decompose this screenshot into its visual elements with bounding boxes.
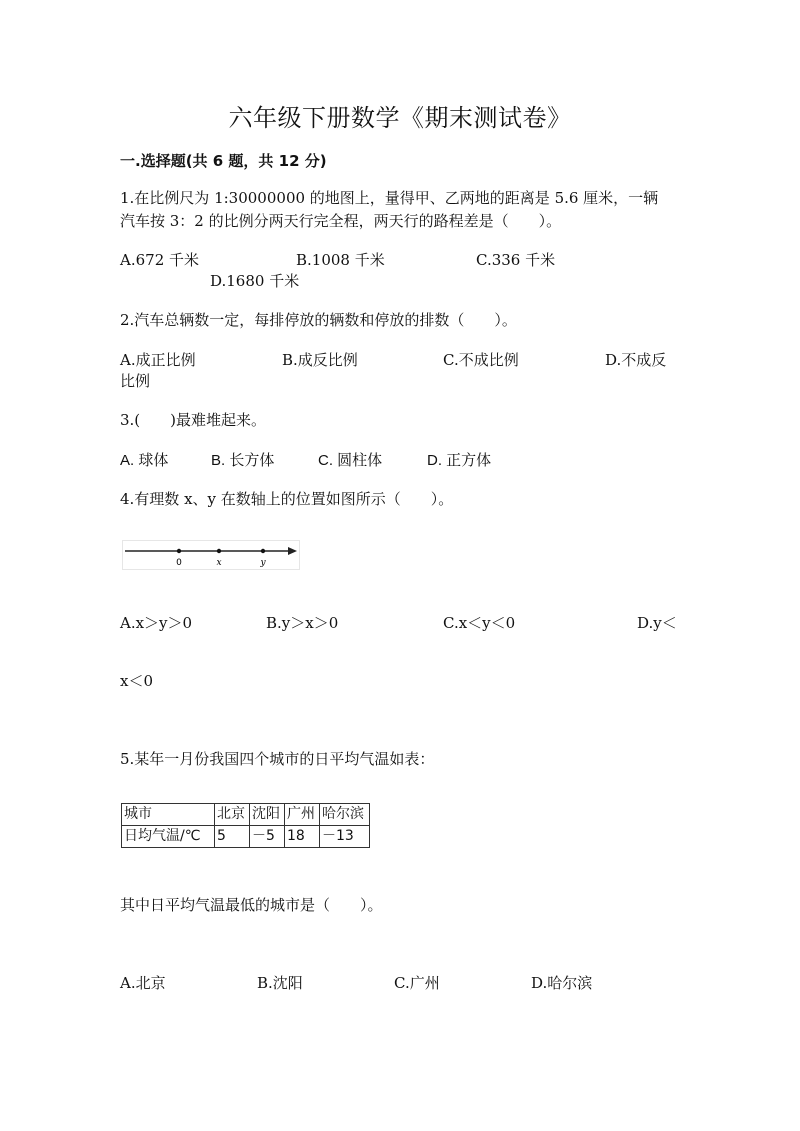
section-heading: 一.选择题(共 6 题，共 12 分) [120, 152, 327, 170]
q4-option-d-wrap: x＜0 [120, 672, 154, 690]
question-5-prompt: 其中日平均气温最低的城市是（ ）。 [120, 896, 383, 914]
number-line-svg [123, 541, 299, 569]
q4-option-d: D.y＜ [637, 614, 677, 632]
table-cell: 18 [285, 826, 320, 848]
page-title: 六年级下册数学《期末测试卷》 [228, 104, 572, 132]
q4-option-c: C.x＜y＜0 [443, 614, 516, 632]
q3-option-b: B. 长方体 [211, 452, 275, 469]
q1-option-b: B.1008 千米 [296, 251, 385, 269]
q2-option-d: D.不成反 [605, 351, 667, 369]
y-point [261, 549, 265, 553]
axis-arrow [288, 547, 297, 555]
q1-option-d: D.1680 千米 [210, 272, 300, 290]
question-1-line-1: 1.在比例尺为 1:30000000 的地图上，量得甲、乙两地的距离是 5.6 厘米，一辆 [120, 189, 659, 207]
question-1-line-2: 汽车按 3：2 的比例分两天行完全程，两天行的路程差是（ ）。 [120, 212, 562, 230]
origin-point [177, 549, 181, 553]
table-cell: 沈阳 [250, 804, 285, 826]
q2-option-b: B.成反比例 [282, 351, 358, 369]
q2-option-c: C.不成比例 [443, 351, 519, 369]
table-cell: －5 [250, 826, 285, 848]
q2-option-a: A.成正比例 [120, 351, 196, 369]
q3-option-c: C. 圆柱体 [318, 452, 383, 469]
q3-option-a: A. 球体 [120, 452, 169, 469]
table-row [122, 826, 370, 848]
temperature-table [121, 803, 370, 848]
q3-option-d: D. 正方体 [427, 452, 492, 469]
question-4-text: 4.有理数 x、y 在数轴上的位置如图所示（ ）。 [120, 490, 454, 508]
table-cell: 哈尔滨 [320, 804, 370, 826]
question-3-text: 3.( )最难堆起来。 [120, 411, 267, 429]
q5-option-a: A.北京 [120, 974, 166, 992]
table-cell: －13 [320, 826, 370, 848]
x-label: x [216, 558, 222, 568]
table-cell: 北京 [215, 804, 250, 826]
table-cell: 城市 [122, 804, 215, 826]
q1-option-c: C.336 千米 [476, 251, 556, 269]
origin-label: 0 [176, 558, 182, 568]
q2-option-d-wrap: 比例 [120, 372, 151, 390]
x-point [217, 549, 221, 553]
y-label: y [260, 558, 266, 568]
table-header-row [122, 804, 370, 826]
q5-option-b: B.沈阳 [257, 974, 303, 992]
question-2-text: 2.汽车总辆数一定，每排停放的辆数和停放的排数（ ）。 [120, 311, 517, 329]
q4-option-b: B.y＞x＞0 [266, 614, 339, 632]
table-cell: 5 [215, 826, 250, 848]
table-cell: 广州 [285, 804, 320, 826]
q5-option-c: C.广州 [394, 974, 440, 992]
question-5-text: 5.某年一月份我国四个城市的日平均气温如表： [120, 750, 435, 768]
number-line-figure [122, 540, 300, 570]
q1-option-a: A.672 千米 [120, 251, 199, 269]
q4-option-a: A.x＞y＞0 [120, 614, 193, 632]
table-cell: 日均气温/℃ [122, 826, 215, 848]
q5-option-d: D.哈尔滨 [531, 974, 593, 992]
